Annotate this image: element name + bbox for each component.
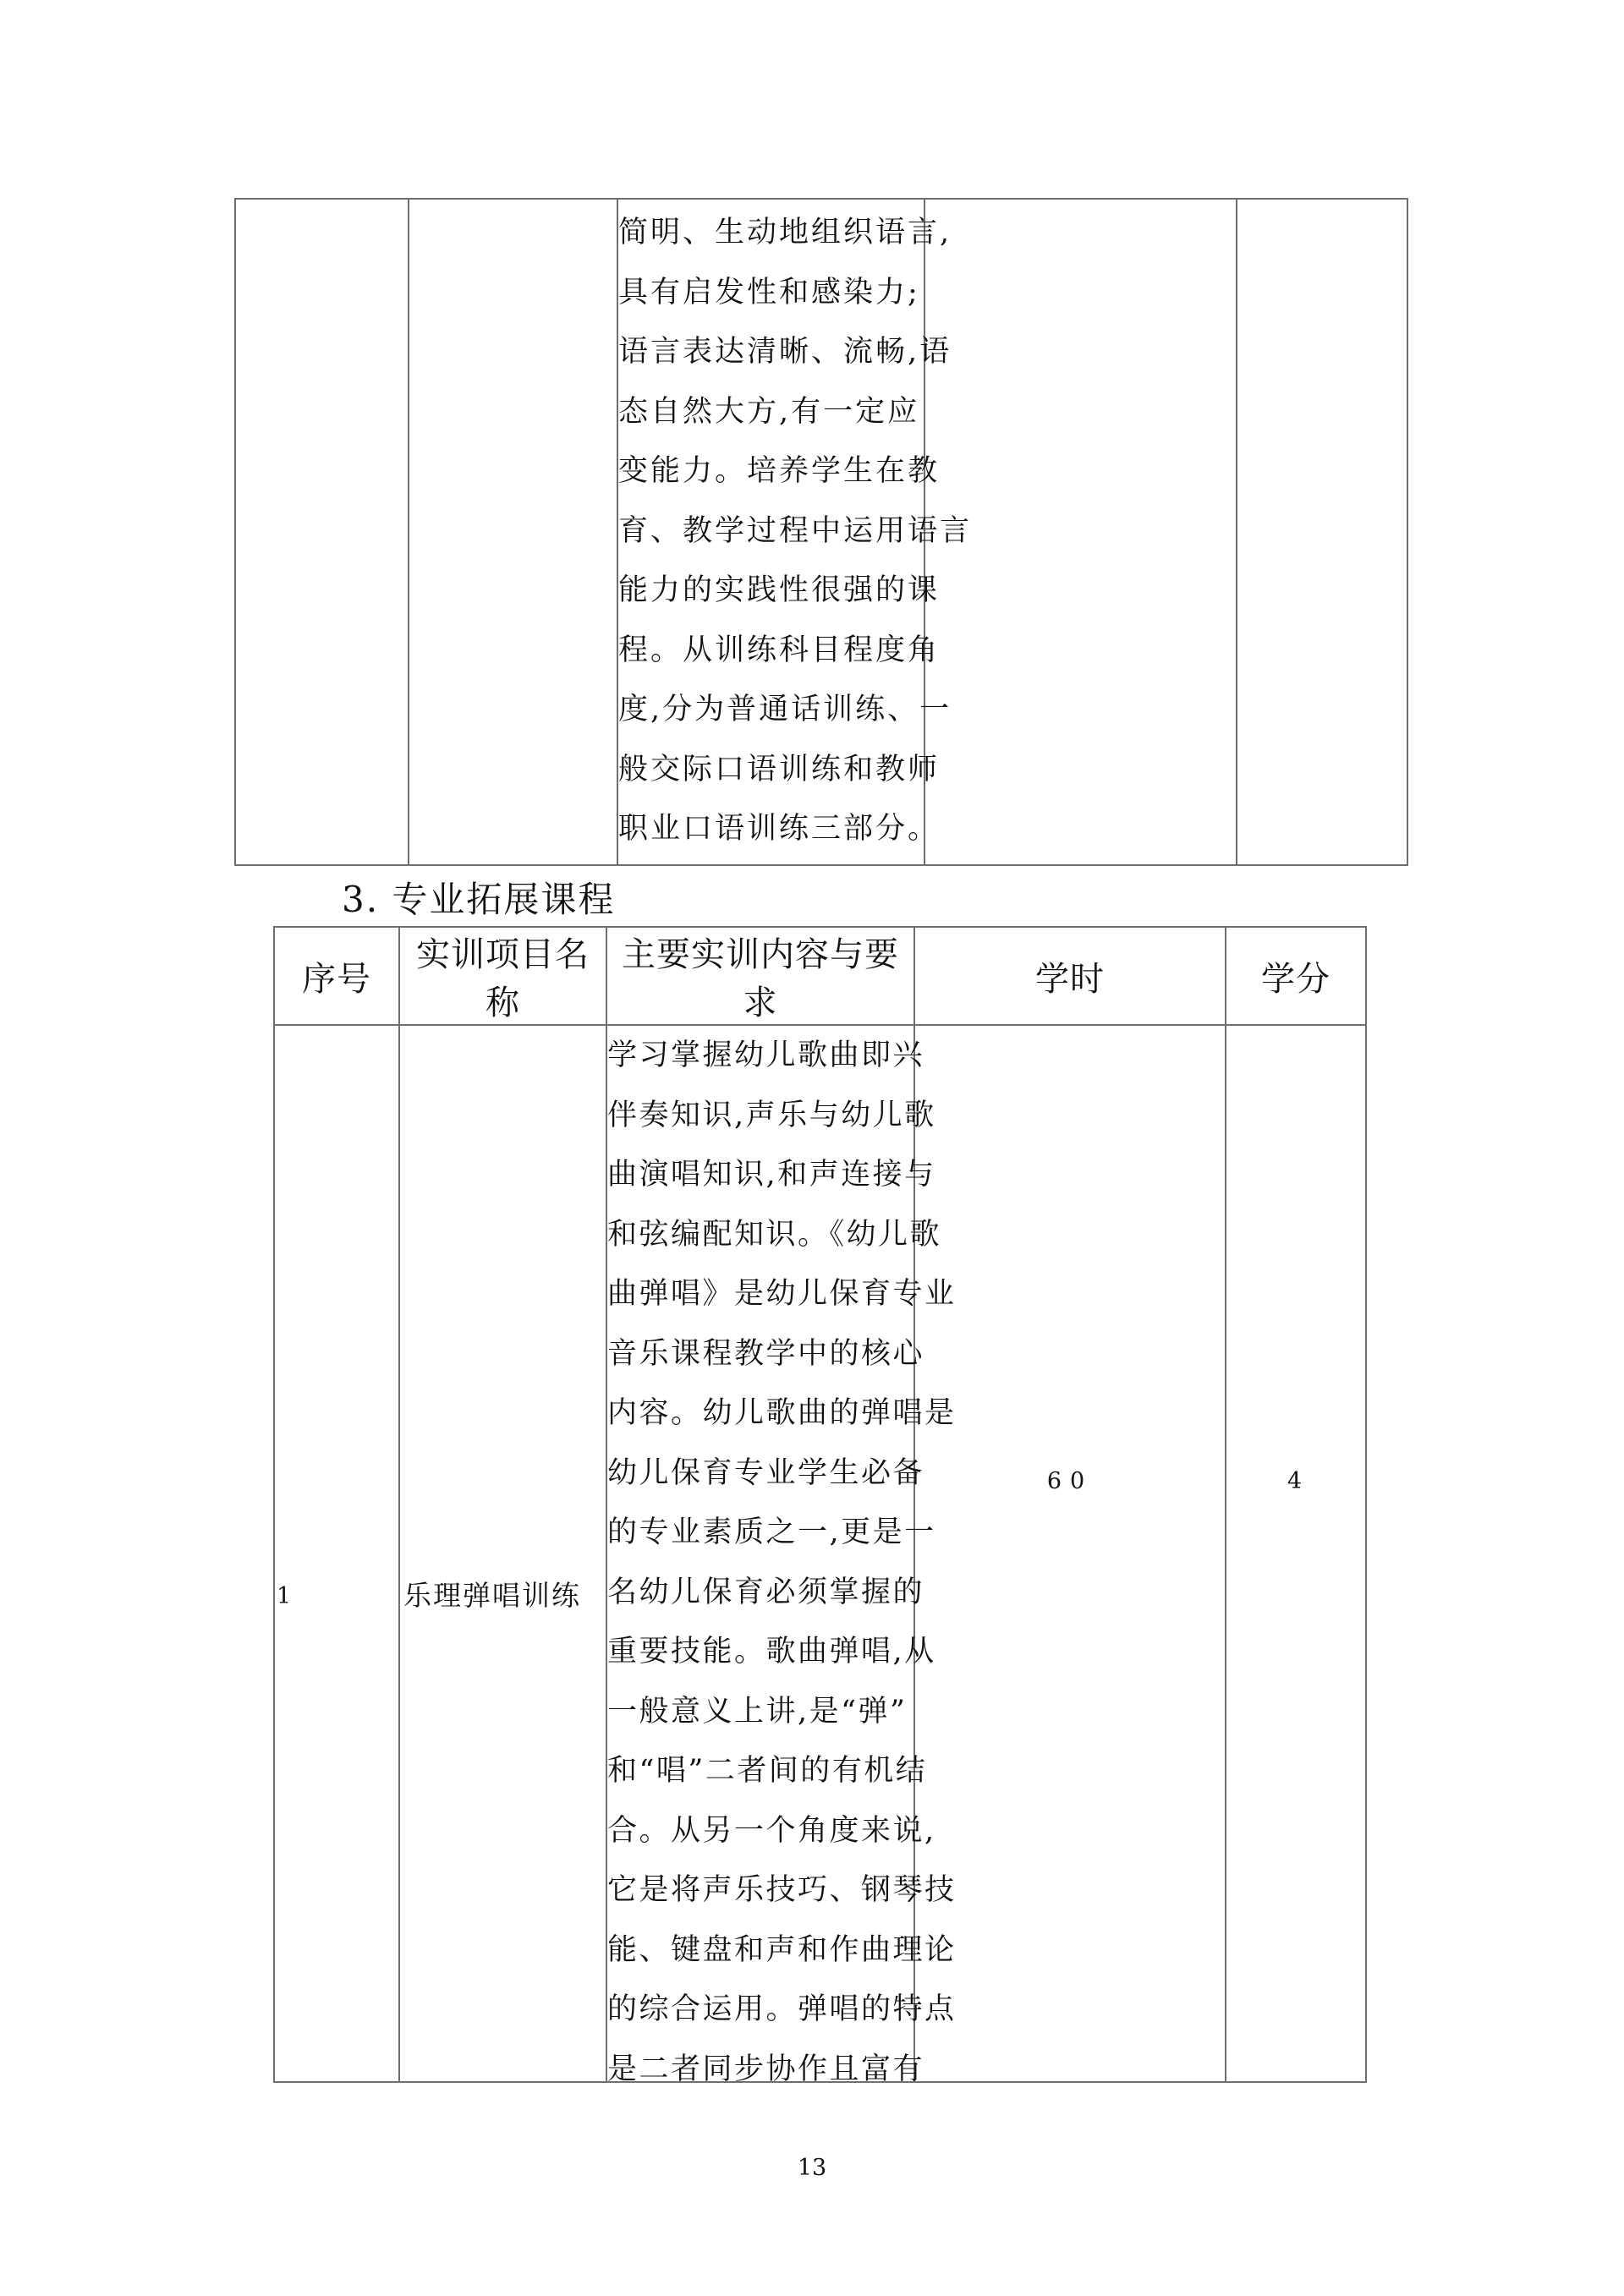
content-line: 曲弹唱》是幼儿保育专业 xyxy=(607,1277,957,1311)
content-line: 和弦编配知识。《幼儿歌 xyxy=(607,1217,942,1252)
content-line: 育、教学过程中运用语言 xyxy=(618,513,973,548)
content-line: 名幼儿保育必须掌握的 xyxy=(607,1575,925,1609)
content-line: 它是将声乐技巧、钢琴技 xyxy=(607,1873,957,1907)
content-line: 音乐课程教学中的核心 xyxy=(607,1336,925,1371)
table-cell-name xyxy=(399,1025,606,2082)
course-content-text xyxy=(607,1026,957,2099)
table-cell-index xyxy=(274,1025,399,2082)
content-line: 内容。幼儿歌曲的弹唱是 xyxy=(607,1396,957,1430)
course-content-text xyxy=(618,203,972,859)
content-line: 和“唱”二者间的有机结 xyxy=(607,1754,928,1788)
content-line: 学习掌握幼儿歌曲即兴 xyxy=(607,1038,925,1072)
content-line: 态自然大方,有一定应 xyxy=(618,394,920,429)
content-line: 程。从训练科目程度角 xyxy=(618,633,941,667)
header-content: 主要实训内容与要求 xyxy=(606,927,914,1025)
row-index: 1 xyxy=(277,1583,292,1609)
row-hours: 60 xyxy=(1046,1468,1094,1494)
table-cell-credits xyxy=(1226,1025,1366,2082)
extension-course-table xyxy=(273,926,1367,2086)
content-line: 伴奏知识,声乐与幼儿歌 xyxy=(607,1098,936,1132)
content-line: 合。从另一个角度来说, xyxy=(607,1813,936,1848)
table-row xyxy=(274,1025,1366,2082)
row-name: 乐理弹唱训练 xyxy=(403,1579,581,1612)
content-line: 幼儿保育专业学生必备 xyxy=(607,1455,925,1490)
table-cell-name xyxy=(409,199,617,865)
content-line: 曲演唱知识,和声连接与 xyxy=(607,1158,936,1192)
header-name: 实训项目名称 xyxy=(399,927,606,1025)
content-line: 简明、生动地组织语言, xyxy=(618,216,952,249)
page-number: 13 xyxy=(797,2155,827,2181)
content-line: 职业口语训练三部分。 xyxy=(618,812,941,846)
section-heading: 3. 专业拓展课程 xyxy=(342,879,616,920)
table-cell-hours xyxy=(914,1025,1226,2082)
content-line: 度,分为普通话训练、一 xyxy=(618,693,952,726)
row-credits: 4 xyxy=(1287,1468,1305,1494)
content-line: 的综合运用。弹唱的特点 xyxy=(607,1992,957,2026)
continued-course-table xyxy=(234,198,1408,866)
table-cell-content xyxy=(606,1025,957,2086)
header-credits: 学分 xyxy=(1226,927,1366,1025)
content-line: 重要技能。歌曲弹唱,从 xyxy=(607,1635,936,1669)
table-cell-credits xyxy=(1237,199,1407,865)
content-line: 的专业素质之一,更是一 xyxy=(607,1515,936,1549)
header-index: 序号 xyxy=(274,927,399,1025)
table-cell-index xyxy=(235,199,409,865)
content-line: 变能力。培养学生在教 xyxy=(618,454,941,488)
content-line: 般交际口语训练和教师 xyxy=(618,752,941,786)
content-line: 能、键盘和声和作曲理论 xyxy=(607,1932,957,1967)
content-line: 是二者同步协作且富有 xyxy=(607,2052,925,2086)
content-line: 一般意义上讲,是“弹” xyxy=(607,1694,908,1729)
content-line: 语言表达清晰、流畅,语 xyxy=(618,335,952,369)
table-header-row xyxy=(274,927,1366,1025)
content-line: 具有启发性和感染力; xyxy=(618,275,920,310)
table-row xyxy=(235,199,1407,865)
table-cell-content xyxy=(617,199,973,865)
header-hours: 学时 xyxy=(914,927,1226,1025)
content-line: 能力的实践性很强的课 xyxy=(618,573,941,607)
